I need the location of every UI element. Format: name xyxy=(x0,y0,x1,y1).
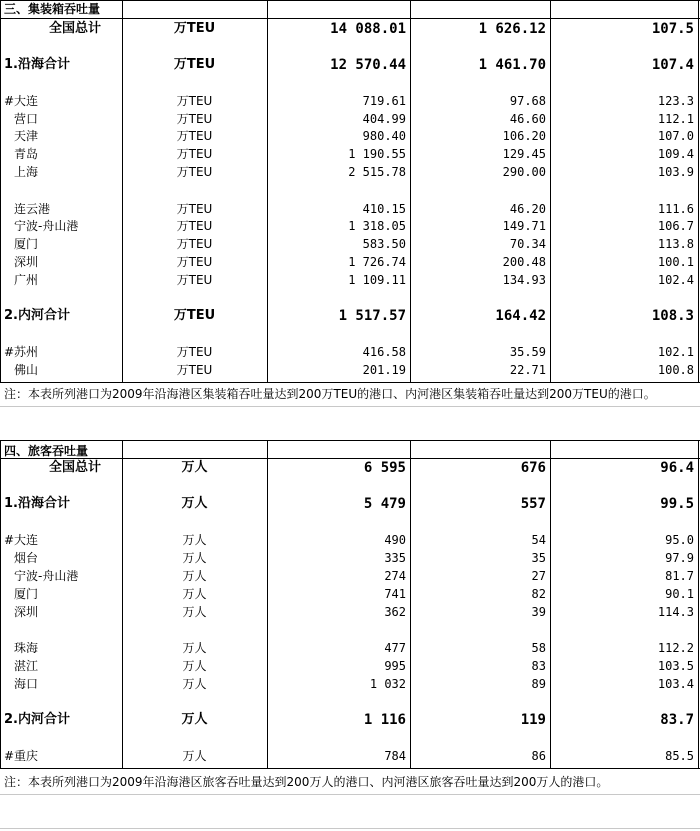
row-value-1: 1 032 xyxy=(369,677,406,691)
row-value-2: 39 xyxy=(531,605,546,619)
row-name: 海口 xyxy=(14,677,39,691)
table-row xyxy=(0,531,700,549)
row-unit: 万TEU xyxy=(176,129,213,143)
row-value-1: 980.40 xyxy=(362,129,406,143)
grid-line xyxy=(0,440,1,768)
row-value-1: 490 xyxy=(384,533,406,547)
row-unit: 万人 xyxy=(182,551,207,565)
row-name: 1.沿海合计 xyxy=(4,496,70,511)
row-unit: 万人 xyxy=(182,605,207,619)
row-value-3: 102.1 xyxy=(657,345,694,359)
row-value-2: 106.20 xyxy=(502,129,546,143)
row-name: 1.沿海合计 xyxy=(4,57,70,72)
row-name: 青岛 xyxy=(14,147,39,161)
row-value-3: 90.1 xyxy=(665,587,694,601)
row-name: 深圳 xyxy=(14,605,39,619)
row-name: 佛山 xyxy=(14,363,39,377)
table-row xyxy=(0,307,700,325)
section3-title: 三、集装箱吞吐量 xyxy=(4,2,101,16)
table-row xyxy=(0,163,700,181)
row-unit: 万TEU xyxy=(173,57,216,72)
row-value-2: 82 xyxy=(531,587,546,601)
table-row xyxy=(0,747,700,765)
table-row xyxy=(0,585,700,603)
row-name: 烟台 xyxy=(14,551,39,565)
row-value-2: 557 xyxy=(520,496,546,512)
row-value-1: 274 xyxy=(384,569,406,583)
table-row xyxy=(0,459,700,477)
row-value-3: 114.3 xyxy=(657,605,694,619)
row-value-3: 100.1 xyxy=(657,255,694,269)
table-row xyxy=(0,253,700,271)
row-unit: 万人 xyxy=(182,641,207,655)
section3-header-row xyxy=(0,0,700,18)
row-value-2: 22.71 xyxy=(509,363,546,377)
row-value-2: 35 xyxy=(531,551,546,565)
row-name: #重庆 xyxy=(4,749,39,763)
row-value-3: 111.6 xyxy=(657,202,694,216)
row-unit: 万人 xyxy=(182,659,207,673)
row-value-3: 83.7 xyxy=(660,712,694,728)
row-value-1: 12 570.44 xyxy=(330,57,406,73)
row-value-1: 410.15 xyxy=(362,202,406,216)
table-row xyxy=(0,567,700,585)
row-value-2: 1 461.70 xyxy=(478,57,546,73)
row-unit: 万TEU xyxy=(176,219,213,233)
row-name: #苏州 xyxy=(4,345,39,359)
row-value-2: 1 626.12 xyxy=(478,21,546,37)
row-unit: 万TEU xyxy=(176,147,213,161)
row-value-2: 89 xyxy=(531,677,546,691)
row-value-2: 35.59 xyxy=(509,345,546,359)
row-name: 湛江 xyxy=(14,659,39,673)
row-value-2: 164.42 xyxy=(495,308,546,324)
row-value-3: 112.1 xyxy=(657,112,694,126)
row-value-2: 58 xyxy=(531,641,546,655)
row-unit: 万TEU xyxy=(176,363,213,377)
row-name: 厦门 xyxy=(14,237,39,251)
grid-line xyxy=(267,440,268,768)
row-value-2: 97.68 xyxy=(509,94,546,108)
row-value-1: 1 190.55 xyxy=(348,147,406,161)
table-row xyxy=(0,361,700,379)
row-unit: 万TEU xyxy=(176,165,213,179)
table-row xyxy=(0,200,700,218)
row-value-3: 103.9 xyxy=(657,165,694,179)
row-value-3: 102.4 xyxy=(657,273,694,287)
row-value-1: 6 595 xyxy=(363,460,406,476)
table-row xyxy=(0,92,700,110)
grid-line xyxy=(410,0,411,382)
table-row xyxy=(0,675,700,693)
row-unit: 万人 xyxy=(181,496,208,511)
row-value-1: 995 xyxy=(384,659,406,673)
table-row xyxy=(0,110,700,128)
table-row xyxy=(0,711,700,729)
row-value-3: 107.5 xyxy=(651,21,694,37)
row-value-3: 112.2 xyxy=(657,641,694,655)
section4-title: 四、旅客吞吐量 xyxy=(4,444,89,458)
grid-line xyxy=(698,0,699,382)
grid-line xyxy=(0,440,700,441)
row-value-2: 86 xyxy=(531,749,546,763)
table-row xyxy=(0,20,700,38)
row-value-3: 106.7 xyxy=(657,219,694,233)
row-value-3: 107.4 xyxy=(651,57,694,73)
row-value-2: 129.45 xyxy=(502,147,546,161)
row-name: 厦门 xyxy=(14,587,39,601)
row-value-3: 100.8 xyxy=(657,363,694,377)
table-row xyxy=(0,639,700,657)
row-unit: 万TEU xyxy=(176,255,213,269)
row-name: 广州 xyxy=(14,273,39,287)
row-value-3: 85.5 xyxy=(665,749,694,763)
row-name: 营口 xyxy=(14,112,39,126)
row-value-3: 96.4 xyxy=(660,460,694,476)
section3-note: 注：本表所列港口为2009年沿海港区集装箱吞吐量达到200万TEU的港口、内河港区集装箱吞吐量达到200万TEU的港口。 xyxy=(4,387,656,401)
row-value-1: 719.61 xyxy=(362,94,406,108)
row-value-2: 119 xyxy=(520,712,546,728)
row-value-1: 1 726.74 xyxy=(348,255,406,269)
row-value-3: 109.4 xyxy=(657,147,694,161)
grid-line xyxy=(0,458,700,459)
row-value-1: 1 116 xyxy=(363,712,406,728)
row-name: 天津 xyxy=(14,129,39,143)
row-name: #大连 xyxy=(4,533,39,547)
row-value-3: 99.5 xyxy=(660,496,694,512)
table-row xyxy=(0,495,700,513)
row-value-1: 1 109.11 xyxy=(348,273,406,287)
row-unit: 万TEU xyxy=(176,345,213,359)
row-value-3: 108.3 xyxy=(651,308,694,324)
table-row xyxy=(0,127,700,145)
row-value-3: 123.3 xyxy=(657,94,694,108)
row-unit: 万TEU xyxy=(176,112,213,126)
row-value-1: 2 515.78 xyxy=(348,165,406,179)
row-value-1: 362 xyxy=(384,605,406,619)
row-unit: 万TEU xyxy=(173,308,216,323)
row-unit: 万TEU xyxy=(176,202,213,216)
row-unit: 万人 xyxy=(182,569,207,583)
grid-line xyxy=(0,768,700,769)
grid-line xyxy=(0,828,700,829)
row-unit: 万TEU xyxy=(176,94,213,108)
grid-line xyxy=(0,382,700,383)
row-value-1: 1 318.05 xyxy=(348,219,406,233)
row-value-2: 676 xyxy=(520,460,546,476)
row-value-1: 201.19 xyxy=(362,363,406,377)
grid-line xyxy=(0,18,700,19)
row-unit: 万人 xyxy=(182,677,207,691)
row-value-1: 784 xyxy=(384,749,406,763)
grid-line xyxy=(122,0,123,382)
table-row xyxy=(0,271,700,289)
row-value-1: 5 479 xyxy=(363,496,406,512)
table-row xyxy=(0,235,700,253)
row-value-3: 107.0 xyxy=(657,129,694,143)
row-value-2: 46.20 xyxy=(509,202,546,216)
row-name: 上海 xyxy=(14,165,39,179)
row-value-2: 83 xyxy=(531,659,546,673)
row-value-3: 81.7 xyxy=(665,569,694,583)
row-value-1: 583.50 xyxy=(362,237,406,251)
row-name: 珠海 xyxy=(14,641,39,655)
row-value-3: 103.4 xyxy=(657,677,694,691)
table-row xyxy=(0,343,700,361)
row-value-2: 200.48 xyxy=(502,255,546,269)
grid-line xyxy=(122,440,123,768)
row-value-1: 404.99 xyxy=(362,112,406,126)
row-value-1: 1 517.57 xyxy=(338,308,406,324)
row-value-3: 97.9 xyxy=(665,551,694,565)
section4-note: 注：本表所列港口为2009年沿海港区旅客吞吐量达到200万人的港口、内河港区旅客吞吐量达到200万人的港口。 xyxy=(4,775,609,789)
row-name: 深圳 xyxy=(14,255,39,269)
row-value-3: 103.5 xyxy=(657,659,694,673)
row-value-2: 54 xyxy=(531,533,546,547)
grid-line xyxy=(0,0,1,382)
row-unit: 万人 xyxy=(182,749,207,763)
table-row xyxy=(0,603,700,621)
row-name: 2.内河合计 xyxy=(4,308,70,323)
row-name: 全国总计 xyxy=(48,460,101,475)
row-unit: 万人 xyxy=(181,460,208,475)
grid-line xyxy=(0,794,700,795)
row-unit: 万TEU xyxy=(176,237,213,251)
row-value-1: 14 088.01 xyxy=(330,21,406,37)
row-value-1: 416.58 xyxy=(362,345,406,359)
row-name: 连云港 xyxy=(14,202,51,216)
row-unit: 万人 xyxy=(181,712,208,727)
row-name: 宁波-舟山港 xyxy=(14,569,79,583)
row-unit: 万人 xyxy=(182,533,207,547)
grid-line xyxy=(0,0,700,1)
grid-line xyxy=(410,440,411,768)
row-value-3: 95.0 xyxy=(665,533,694,547)
row-value-2: 290.00 xyxy=(502,165,546,179)
row-value-2: 70.34 xyxy=(509,237,546,251)
row-name: 宁波-舟山港 xyxy=(14,219,79,233)
table-row xyxy=(0,56,700,74)
row-name: 全国总计 xyxy=(48,21,101,36)
row-value-2: 149.71 xyxy=(502,219,546,233)
row-value-1: 335 xyxy=(384,551,406,565)
row-value-3: 113.8 xyxy=(657,237,694,251)
row-name: #大连 xyxy=(4,94,39,108)
row-value-1: 477 xyxy=(384,641,406,655)
row-value-2: 134.93 xyxy=(502,273,546,287)
row-name: 2.内河合计 xyxy=(4,712,70,727)
table-row xyxy=(0,217,700,235)
grid-line xyxy=(0,406,700,407)
row-value-2: 27 xyxy=(531,569,546,583)
table-row xyxy=(0,549,700,567)
row-unit: 万TEU xyxy=(176,273,213,287)
row-unit: 万TEU xyxy=(173,21,216,36)
grid-line xyxy=(267,0,268,382)
table-row xyxy=(0,657,700,675)
grid-line xyxy=(550,440,551,768)
grid-line xyxy=(698,440,699,768)
grid-line xyxy=(550,0,551,382)
row-value-1: 741 xyxy=(384,587,406,601)
row-value-2: 46.60 xyxy=(509,112,546,126)
table-row xyxy=(0,145,700,163)
row-unit: 万人 xyxy=(182,587,207,601)
